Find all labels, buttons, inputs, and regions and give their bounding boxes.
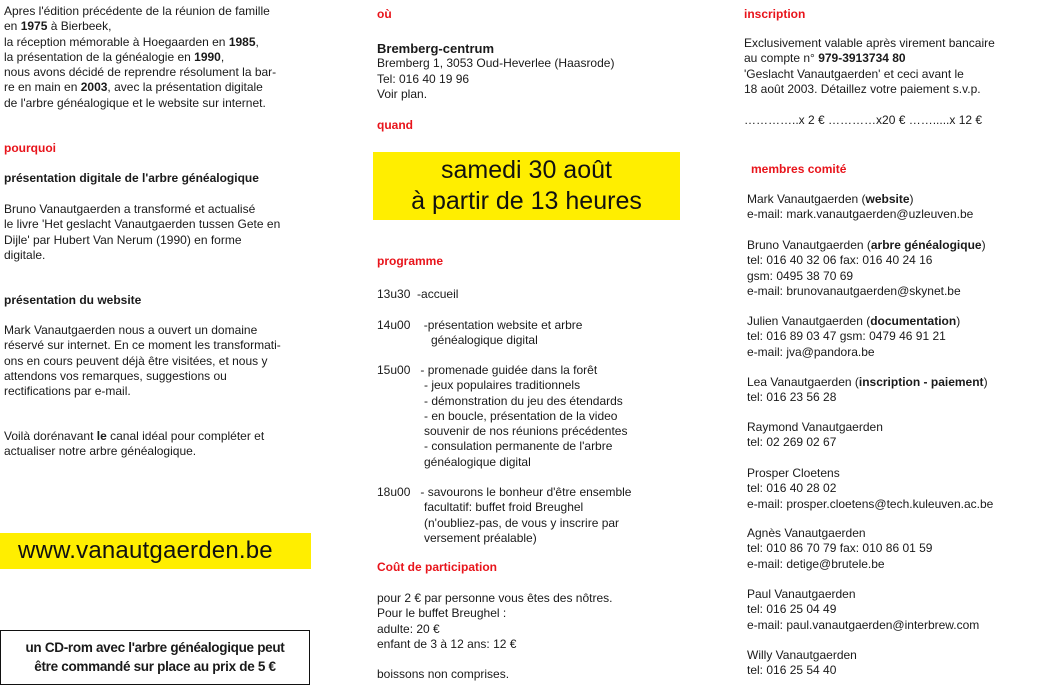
programme-time: 18u00 (377, 485, 411, 499)
member-phone: tel: 016 25 04 49 (747, 602, 837, 617)
intro-line: en 1975 à Bierbeek, (4, 19, 112, 34)
member-email[interactable]: e-mail: mark.vanautgaerden@uzleuven.be (747, 207, 974, 222)
inscription-heading: inscription (744, 7, 806, 21)
committee-member (747, 648, 857, 679)
programme-activity: -accueil (417, 287, 459, 301)
text-line: Voilà dorénavant le canal idéal pour compléter et (4, 429, 265, 443)
member-phone: tel: 016 23 56 28 (747, 390, 837, 405)
text-line: Bruno Vanautgaerden a transformé et actualisé (4, 202, 256, 216)
text-line: 18 août 2003. Détaillez votre paiement s.v.p. (744, 81, 981, 96)
programme-activity: -présentation website et arbre (423, 318, 583, 332)
committee-heading: membres comité (751, 162, 847, 176)
member-email[interactable]: e-mail: brunovanautgaerden@skynet.be (747, 283, 961, 298)
programme-activity: - promenade guidée dans la forêt (420, 363, 598, 377)
intro-line: re en main en 2003, avec la présentation digitale (4, 80, 263, 95)
member-phone: tel: 016 40 28 02 (747, 481, 837, 496)
programme-activity: généalogique digital (424, 454, 531, 469)
cout-block (377, 591, 612, 652)
venue-plan-link[interactable]: Voir plan. (377, 86, 428, 101)
text-line: adulte: 20 € (377, 621, 440, 636)
inscription-block (744, 36, 995, 97)
text-line: au compte n° 979-3913734 80 (744, 51, 906, 66)
text-line: digitale. (4, 247, 46, 262)
intro-paragraph (4, 4, 276, 111)
text-line: 'Geslacht Vanautgaerden' et ceci avant le (744, 66, 964, 81)
committee-member (747, 526, 932, 572)
member-phone: tel: 016 89 03 47 gsm: 0479 46 91 21 (747, 329, 946, 344)
text-line: Mark Vanautgaerden nous a ouvert un domaine (4, 323, 258, 337)
member-name: Prosper Cloetens (747, 466, 840, 480)
member-email[interactable]: e-mail: prosper.cloetens@tech.kuleuven.ac.be (747, 496, 994, 511)
programme-time: 13u30 (377, 287, 411, 301)
website-text (4, 323, 281, 399)
cout-heading: Coût de participation (377, 560, 497, 574)
committee-member: Bruno Vanautgaerden (arbre généalogique) tel: 016 40 32 06 fax: 016 40 24 16 gsm: 0495 38 70 69 e-mail: brunovanautgaerden@skynet.be (747, 238, 986, 298)
committee-member: Mark Vanautgaerden (website) e-mail: mark.vanautgaerden@uzleuven.be (747, 192, 974, 222)
text-line: Exclusivement valable après virement bancaire (744, 36, 995, 50)
member-name: Willy Vanautgaerden (747, 648, 857, 662)
committee-member: Julien Vanautgaerden (documentation) tel: 016 89 03 47 gsm: 0479 46 91 21 e-mail: jva@pandora.be (747, 314, 961, 359)
programme-activity: (n'oubliez-pas, de vous y inscrire par (424, 515, 620, 530)
digital-tree-heading: présentation digitale de l'arbre généalogique (4, 171, 259, 185)
programme-activity: - en boucle, présentation de la video (424, 408, 618, 423)
member-phone: tel: 010 86 70 79 fax: 010 86 01 59 (747, 541, 933, 556)
text-line: un CD-rom avec l'arbre généalogique peut (25, 640, 285, 655)
canal-text (4, 429, 264, 460)
committee-member: Lea Vanautgaerden (inscription - paiement) tel: 016 23 56 28 (747, 375, 988, 405)
text-line: enfant de 3 à 12 ans: 12 € (377, 636, 517, 651)
committee-member (747, 587, 979, 633)
programme-item (377, 485, 631, 546)
pourquoi-heading: pourquoi (4, 141, 56, 155)
member-gsm: gsm: 0495 38 70 69 (747, 268, 854, 283)
programme-activity: souvenir de nos réunions précédentes (424, 424, 628, 439)
member-email[interactable]: e-mail: detige@brutele.be (747, 556, 885, 571)
programme-time: 14u00 (377, 318, 411, 332)
text-line: rectifications par e-mail. (4, 384, 131, 399)
text-line: le livre 'Het geslacht Vanautgaerden tussen Gete en (4, 217, 281, 232)
member-email[interactable]: e-mail: jva@pandora.be (747, 344, 875, 359)
quand-heading: quand (377, 118, 413, 132)
event-date: samedi 30 août (441, 156, 612, 184)
committee-member (747, 420, 883, 451)
text-line: Pour le buffet Breughel : (377, 606, 507, 621)
text-line: actualiser notre arbre généalogique. (4, 444, 197, 459)
text-line: ons en cours peuvent déjà être visitées, et nous y (4, 353, 268, 368)
venue-block (377, 41, 614, 102)
account-number: 979-3913734 80 (818, 51, 906, 66)
intro-line: de l'arbre généalogique et le website sur internet. (4, 95, 266, 110)
text-line: être commandé sur place au prix de 5 € (34, 659, 276, 674)
member-email[interactable]: e-mail: paul.vanautgaerden@interbrew.com (747, 617, 980, 632)
text-line: réservé sur internet. En ce moment les transformati- (4, 338, 281, 353)
digital-tree-text (4, 202, 280, 263)
member-name: Agnès Vanautgaerden (747, 526, 866, 540)
payment-form-line[interactable]: …………..x 2 € …………x20 € …….....x 12 € (744, 113, 983, 127)
boissons-note: boissons non comprises. (377, 667, 510, 681)
venue-phone: Tel: 016 40 19 96 (377, 71, 470, 86)
programme-activity: généalogique digital (431, 333, 538, 348)
intro-line: nous avons décidé de reprendre résolument la bar- (4, 65, 277, 80)
intro-line: la réception mémorable à Hoegaarden en 1985, (4, 34, 259, 49)
venue-address: Bremberg 1, 3053 Oud-Heverlee (Haasrode) (377, 56, 615, 71)
programme-activity: - jeux populaires traditionnels (424, 378, 581, 393)
event-date-banner (373, 152, 680, 220)
member-phone: tel: 016 25 54 40 (747, 663, 837, 678)
programme-item (377, 287, 458, 302)
programme-activity: - savourons le bonheur d'être ensemble (420, 485, 632, 499)
programme-item (377, 363, 627, 470)
intro-line: la présentation de la généalogie en 1990, (4, 49, 225, 64)
programme-activity: - démonstration du jeu des étendards (424, 393, 623, 408)
text-line: Dijle' par Hubert Van Nerum (1990) en forme (4, 232, 242, 247)
intro-line: Apres l'édition précédente de la réunion de famille (4, 4, 270, 18)
member-phone: tel: 02 269 02 67 (747, 435, 837, 450)
programme-heading: programme (377, 254, 444, 268)
member-name: Raymond Vanautgaerden (747, 420, 883, 434)
programme-time: 15u00 (377, 363, 411, 377)
text-line: attendons vos remarques, suggestions ou (4, 368, 227, 383)
cd-rom-notice (0, 630, 310, 685)
programme-activity: facultatif: buffet froid Breughel (424, 500, 584, 515)
event-time: à partir de 13 heures (411, 187, 642, 215)
website-heading: présentation du website (4, 293, 142, 307)
ou-heading: où (377, 7, 392, 21)
programme-item (377, 318, 582, 349)
member-phone: tel: 016 40 32 06 fax: 016 40 24 16 (747, 253, 933, 268)
text-line: pour 2 € par personne vous êtes des nôtres. (377, 591, 613, 605)
website-url-banner[interactable]: www.vanautgaerden.be (0, 533, 311, 569)
member-name: Paul Vanautgaerden (747, 587, 856, 601)
venue-name: Bremberg-centrum (377, 41, 495, 56)
programme-activity: versement préalable) (424, 530, 537, 545)
programme-activity: - consulation permanente de l'arbre (424, 439, 613, 454)
committee-member (747, 466, 993, 512)
